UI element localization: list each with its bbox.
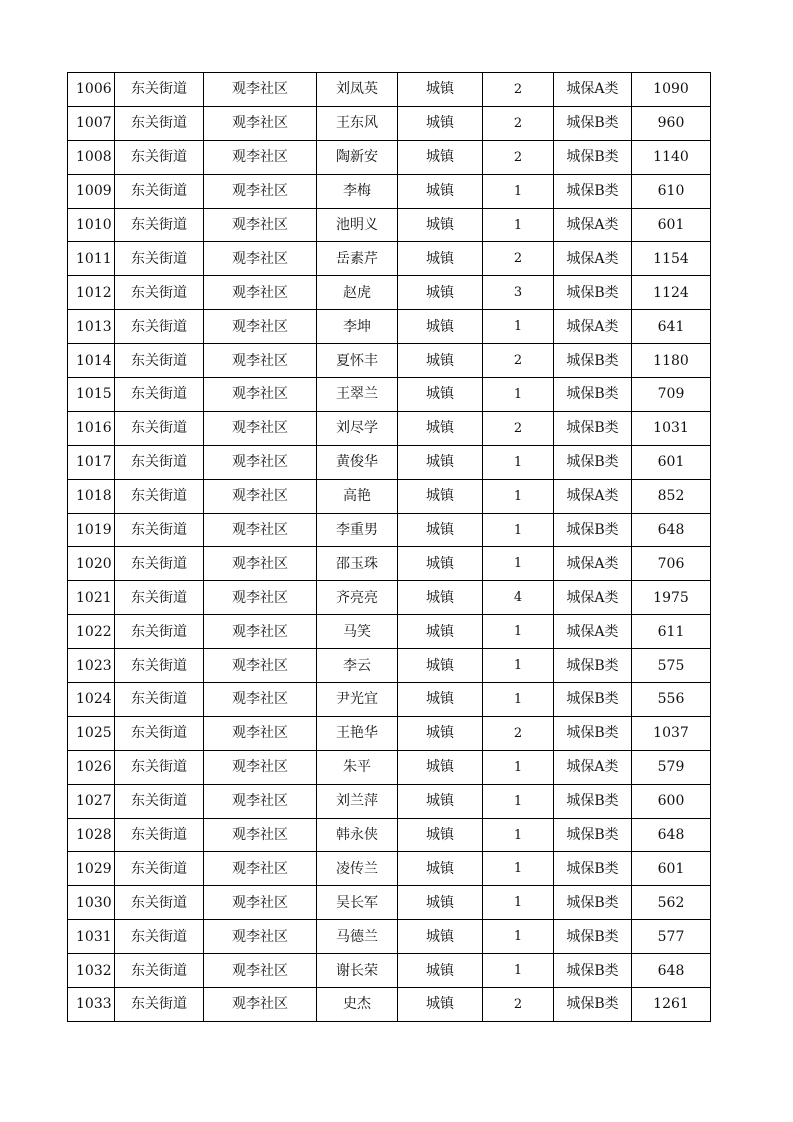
community-cell: 观李社区	[204, 886, 317, 920]
insurance-class-cell: 城保B类	[554, 276, 632, 310]
member-count-cell: 1	[483, 479, 554, 513]
street-cell: 东关街道	[115, 140, 204, 174]
amount-cell: 579	[632, 750, 711, 784]
amount-cell: 1261	[632, 988, 711, 1022]
roster-table	[67, 72, 711, 1022]
household-type-cell: 城镇	[398, 954, 483, 988]
table-row	[68, 73, 711, 107]
amount-cell: 1180	[632, 344, 711, 378]
insurance-class-cell: 城保B类	[554, 378, 632, 412]
member-count-cell: 2	[483, 988, 554, 1022]
name-cell: 吴长军	[317, 886, 398, 920]
seq-cell: 1010	[68, 208, 115, 242]
insurance-class-cell: 城保B类	[554, 683, 632, 717]
member-count-cell: 1	[483, 818, 554, 852]
street-cell: 东关街道	[115, 479, 204, 513]
seq-cell: 1027	[68, 784, 115, 818]
seq-cell: 1008	[68, 140, 115, 174]
seq-cell: 1026	[68, 750, 115, 784]
name-cell: 李重男	[317, 513, 398, 547]
member-count-cell: 4	[483, 581, 554, 615]
name-cell: 赵虎	[317, 276, 398, 310]
table-row	[68, 208, 711, 242]
household-type-cell: 城镇	[398, 581, 483, 615]
household-type-cell: 城镇	[398, 818, 483, 852]
community-cell: 观李社区	[204, 106, 317, 140]
community-cell: 观李社区	[204, 276, 317, 310]
name-cell: 谢长荣	[317, 954, 398, 988]
street-cell: 东关街道	[115, 106, 204, 140]
community-cell: 观李社区	[204, 954, 317, 988]
name-cell: 李梅	[317, 174, 398, 208]
insurance-class-cell: 城保B类	[554, 852, 632, 886]
amount-cell: 562	[632, 886, 711, 920]
insurance-class-cell: 城保B类	[554, 818, 632, 852]
insurance-class-cell: 城保B类	[554, 886, 632, 920]
street-cell: 东关街道	[115, 73, 204, 107]
household-type-cell: 城镇	[398, 886, 483, 920]
member-count-cell: 1	[483, 310, 554, 344]
member-count-cell: 1	[483, 378, 554, 412]
name-cell: 王艳华	[317, 716, 398, 750]
street-cell: 东关街道	[115, 954, 204, 988]
seq-cell: 1025	[68, 716, 115, 750]
household-type-cell: 城镇	[398, 208, 483, 242]
name-cell: 王翠兰	[317, 378, 398, 412]
community-cell: 观李社区	[204, 411, 317, 445]
street-cell: 东关街道	[115, 445, 204, 479]
insurance-class-cell: 城保A类	[554, 73, 632, 107]
community-cell: 观李社区	[204, 581, 317, 615]
seq-cell: 1013	[68, 310, 115, 344]
amount-cell: 648	[632, 818, 711, 852]
table-row	[68, 920, 711, 954]
table-row	[68, 750, 711, 784]
seq-cell: 1022	[68, 615, 115, 649]
household-type-cell: 城镇	[398, 106, 483, 140]
name-cell: 陶新安	[317, 140, 398, 174]
seq-cell: 1033	[68, 988, 115, 1022]
member-count-cell: 2	[483, 140, 554, 174]
table-row	[68, 683, 711, 717]
name-cell: 马笑	[317, 615, 398, 649]
household-type-cell: 城镇	[398, 649, 483, 683]
name-cell: 朱平	[317, 750, 398, 784]
community-cell: 观李社区	[204, 716, 317, 750]
insurance-class-cell: 城保B类	[554, 344, 632, 378]
table-row	[68, 547, 711, 581]
member-count-cell: 1	[483, 174, 554, 208]
seq-cell: 1011	[68, 242, 115, 276]
table-row	[68, 852, 711, 886]
name-cell: 黄俊华	[317, 445, 398, 479]
seq-cell: 1024	[68, 683, 115, 717]
insurance-class-cell: 城保B类	[554, 649, 632, 683]
street-cell: 东关街道	[115, 276, 204, 310]
member-count-cell: 1	[483, 208, 554, 242]
community-cell: 观李社区	[204, 310, 317, 344]
amount-cell: 601	[632, 208, 711, 242]
name-cell: 王东风	[317, 106, 398, 140]
household-type-cell: 城镇	[398, 750, 483, 784]
insurance-class-cell: 城保B类	[554, 411, 632, 445]
name-cell: 刘凤英	[317, 73, 398, 107]
amount-cell: 1031	[632, 411, 711, 445]
name-cell: 高艳	[317, 479, 398, 513]
household-type-cell: 城镇	[398, 784, 483, 818]
household-type-cell: 城镇	[398, 242, 483, 276]
table-row	[68, 581, 711, 615]
amount-cell: 575	[632, 649, 711, 683]
household-type-cell: 城镇	[398, 683, 483, 717]
name-cell: 齐亮亮	[317, 581, 398, 615]
street-cell: 东关街道	[115, 581, 204, 615]
street-cell: 东关街道	[115, 988, 204, 1022]
amount-cell: 610	[632, 174, 711, 208]
insurance-class-cell: 城保A类	[554, 547, 632, 581]
name-cell: 岳素芹	[317, 242, 398, 276]
insurance-class-cell: 城保B类	[554, 445, 632, 479]
name-cell: 韩永侠	[317, 818, 398, 852]
seq-cell: 1028	[68, 818, 115, 852]
household-type-cell: 城镇	[398, 73, 483, 107]
amount-cell: 641	[632, 310, 711, 344]
roster-body	[68, 73, 711, 1022]
member-count-cell: 2	[483, 411, 554, 445]
member-count-cell: 1	[483, 547, 554, 581]
household-type-cell: 城镇	[398, 716, 483, 750]
community-cell: 观李社区	[204, 649, 317, 683]
seq-cell: 1014	[68, 344, 115, 378]
insurance-class-cell: 城保B类	[554, 716, 632, 750]
community-cell: 观李社区	[204, 615, 317, 649]
community-cell: 观李社区	[204, 784, 317, 818]
member-count-cell: 1	[483, 750, 554, 784]
street-cell: 东关街道	[115, 920, 204, 954]
community-cell: 观李社区	[204, 750, 317, 784]
table-row	[68, 954, 711, 988]
name-cell: 池明义	[317, 208, 398, 242]
insurance-class-cell: 城保A类	[554, 581, 632, 615]
member-count-cell: 2	[483, 716, 554, 750]
insurance-class-cell: 城保B类	[554, 954, 632, 988]
community-cell: 观李社区	[204, 818, 317, 852]
household-type-cell: 城镇	[398, 344, 483, 378]
insurance-class-cell: 城保B类	[554, 920, 632, 954]
household-type-cell: 城镇	[398, 174, 483, 208]
seq-cell: 1029	[68, 852, 115, 886]
seq-cell: 1023	[68, 649, 115, 683]
table-row	[68, 378, 711, 412]
community-cell: 观李社区	[204, 920, 317, 954]
community-cell: 观李社区	[204, 852, 317, 886]
seq-cell: 1016	[68, 411, 115, 445]
amount-cell: 852	[632, 479, 711, 513]
street-cell: 东关街道	[115, 615, 204, 649]
street-cell: 东关街道	[115, 242, 204, 276]
table-row	[68, 344, 711, 378]
insurance-class-cell: 城保B类	[554, 513, 632, 547]
household-type-cell: 城镇	[398, 140, 483, 174]
seq-cell: 1015	[68, 378, 115, 412]
community-cell: 观李社区	[204, 683, 317, 717]
amount-cell: 709	[632, 378, 711, 412]
community-cell: 观李社区	[204, 208, 317, 242]
seq-cell: 1018	[68, 479, 115, 513]
amount-cell: 1124	[632, 276, 711, 310]
street-cell: 东关街道	[115, 852, 204, 886]
member-count-cell: 1	[483, 445, 554, 479]
community-cell: 观李社区	[204, 547, 317, 581]
member-count-cell: 2	[483, 242, 554, 276]
insurance-class-cell: 城保A类	[554, 479, 632, 513]
seq-cell: 1021	[68, 581, 115, 615]
table-row	[68, 818, 711, 852]
household-type-cell: 城镇	[398, 276, 483, 310]
table-row	[68, 615, 711, 649]
amount-cell: 648	[632, 513, 711, 547]
member-count-cell: 2	[483, 106, 554, 140]
street-cell: 东关街道	[115, 716, 204, 750]
community-cell: 观李社区	[204, 140, 317, 174]
member-count-cell: 1	[483, 615, 554, 649]
household-type-cell: 城镇	[398, 310, 483, 344]
insurance-class-cell: 城保A类	[554, 242, 632, 276]
table-row	[68, 174, 711, 208]
table-row	[68, 716, 711, 750]
table-row	[68, 886, 711, 920]
household-type-cell: 城镇	[398, 988, 483, 1022]
seq-cell: 1009	[68, 174, 115, 208]
community-cell: 观李社区	[204, 513, 317, 547]
member-count-cell: 1	[483, 852, 554, 886]
amount-cell: 601	[632, 445, 711, 479]
table-row	[68, 310, 711, 344]
name-cell: 凌传兰	[317, 852, 398, 886]
street-cell: 东关街道	[115, 344, 204, 378]
seq-cell: 1007	[68, 106, 115, 140]
street-cell: 东关街道	[115, 513, 204, 547]
name-cell: 李坤	[317, 310, 398, 344]
amount-cell: 960	[632, 106, 711, 140]
table-row	[68, 445, 711, 479]
insurance-class-cell: 城保A类	[554, 208, 632, 242]
street-cell: 东关街道	[115, 784, 204, 818]
amount-cell: 1140	[632, 140, 711, 174]
household-type-cell: 城镇	[398, 920, 483, 954]
name-cell: 夏怀丰	[317, 344, 398, 378]
seq-cell: 1032	[68, 954, 115, 988]
street-cell: 东关街道	[115, 649, 204, 683]
member-count-cell: 1	[483, 784, 554, 818]
amount-cell: 1154	[632, 242, 711, 276]
community-cell: 观李社区	[204, 378, 317, 412]
member-count-cell: 1	[483, 920, 554, 954]
amount-cell: 611	[632, 615, 711, 649]
street-cell: 东关街道	[115, 208, 204, 242]
household-type-cell: 城镇	[398, 615, 483, 649]
name-cell: 刘尽学	[317, 411, 398, 445]
street-cell: 东关街道	[115, 818, 204, 852]
seq-cell: 1031	[68, 920, 115, 954]
amount-cell: 706	[632, 547, 711, 581]
name-cell: 刘兰萍	[317, 784, 398, 818]
community-cell: 观李社区	[204, 344, 317, 378]
seq-cell: 1006	[68, 73, 115, 107]
amount-cell: 577	[632, 920, 711, 954]
name-cell: 邵玉珠	[317, 547, 398, 581]
street-cell: 东关街道	[115, 547, 204, 581]
community-cell: 观李社区	[204, 479, 317, 513]
table-row	[68, 140, 711, 174]
household-type-cell: 城镇	[398, 479, 483, 513]
name-cell: 马德兰	[317, 920, 398, 954]
table-row	[68, 276, 711, 310]
table-row	[68, 411, 711, 445]
household-type-cell: 城镇	[398, 378, 483, 412]
community-cell: 观李社区	[204, 445, 317, 479]
amount-cell: 556	[632, 683, 711, 717]
community-cell: 观李社区	[204, 73, 317, 107]
member-count-cell: 1	[483, 683, 554, 717]
street-cell: 东关街道	[115, 378, 204, 412]
insurance-class-cell: 城保B类	[554, 140, 632, 174]
member-count-cell: 2	[483, 73, 554, 107]
insurance-class-cell: 城保A类	[554, 310, 632, 344]
seq-cell: 1017	[68, 445, 115, 479]
household-type-cell: 城镇	[398, 547, 483, 581]
insurance-class-cell: 城保A类	[554, 615, 632, 649]
community-cell: 观李社区	[204, 242, 317, 276]
name-cell: 李云	[317, 649, 398, 683]
amount-cell: 601	[632, 852, 711, 886]
insurance-class-cell: 城保B类	[554, 988, 632, 1022]
street-cell: 东关街道	[115, 174, 204, 208]
table-row	[68, 988, 711, 1022]
member-count-cell: 2	[483, 344, 554, 378]
amount-cell: 1090	[632, 73, 711, 107]
member-count-cell: 1	[483, 954, 554, 988]
household-type-cell: 城镇	[398, 445, 483, 479]
insurance-class-cell: 城保B类	[554, 106, 632, 140]
amount-cell: 1037	[632, 716, 711, 750]
amount-cell: 600	[632, 784, 711, 818]
seq-cell: 1030	[68, 886, 115, 920]
insurance-class-cell: 城保A类	[554, 750, 632, 784]
street-cell: 东关街道	[115, 886, 204, 920]
member-count-cell: 3	[483, 276, 554, 310]
amount-cell: 648	[632, 954, 711, 988]
street-cell: 东关街道	[115, 683, 204, 717]
table-row	[68, 784, 711, 818]
table-row	[68, 242, 711, 276]
household-type-cell: 城镇	[398, 411, 483, 445]
member-count-cell: 1	[483, 886, 554, 920]
street-cell: 东关街道	[115, 750, 204, 784]
member-count-cell: 1	[483, 649, 554, 683]
street-cell: 东关街道	[115, 411, 204, 445]
street-cell: 东关街道	[115, 310, 204, 344]
amount-cell: 1975	[632, 581, 711, 615]
seq-cell: 1019	[68, 513, 115, 547]
insurance-class-cell: 城保B类	[554, 174, 632, 208]
seq-cell: 1012	[68, 276, 115, 310]
name-cell: 史杰	[317, 988, 398, 1022]
table-row	[68, 106, 711, 140]
table-row	[68, 513, 711, 547]
name-cell: 尹光宜	[317, 683, 398, 717]
member-count-cell: 1	[483, 513, 554, 547]
table-row	[68, 479, 711, 513]
seq-cell: 1020	[68, 547, 115, 581]
household-type-cell: 城镇	[398, 513, 483, 547]
community-cell: 观李社区	[204, 988, 317, 1022]
insurance-class-cell: 城保B类	[554, 784, 632, 818]
household-type-cell: 城镇	[398, 852, 483, 886]
table-row	[68, 649, 711, 683]
community-cell: 观李社区	[204, 174, 317, 208]
